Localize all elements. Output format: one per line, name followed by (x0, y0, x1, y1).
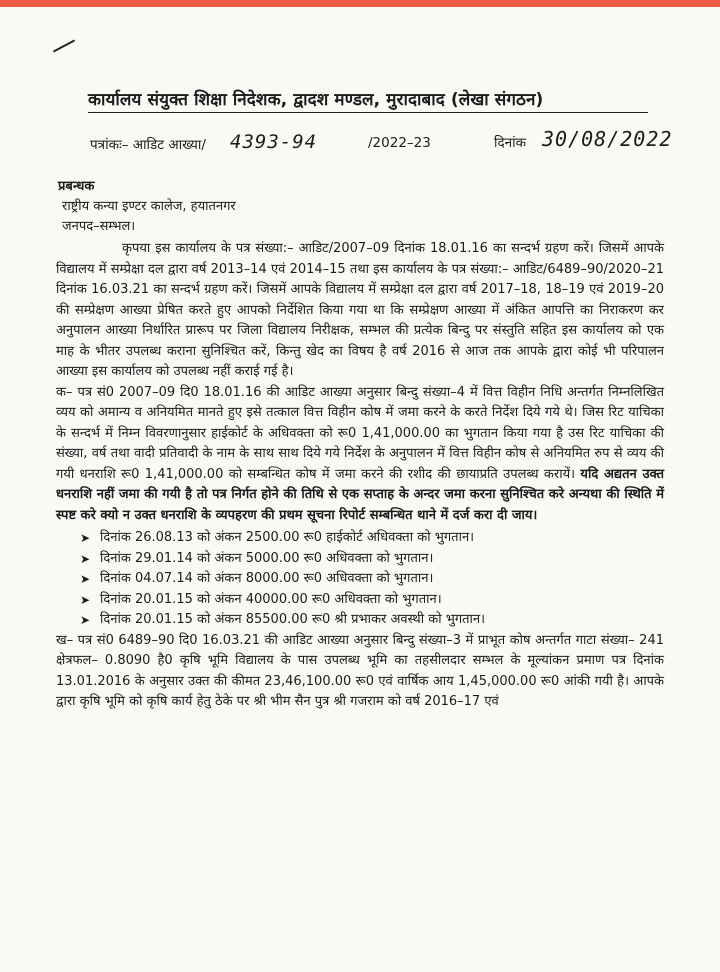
paragraph-ka-text: क– पत्र सं0 2007–09 दि0 18.01.16 की आडिट आख्या अनुसार बिन्दु संख्या–4 में वित्त विहीन निधि अन्तर्गत निम्नलिखित व्यय को अमान्य व अनियमित मानते हुए इसे तत्काल वित्त विहीन कोष में जमा करने के करते निर्देश दिये गये थे। जिस रिट याचिका के सन्दर्भ में निम्न विवरणानुसार हाईकोर्ट के अधिवक्ता को रू0 1,41,000.00 का भुगतान किया गया है उस रिट याचिका की संख्या, वर्ष तथा वादी प्रतिवादी के नाम के साथ साथ दिये गये निर्देश के अनुपालन में वित्त विहीन कोष से अनियमित रुप से व्यय की गयी धनराशि रू0 1,41,000.00 को सम्बन्धित कोष में जमा करने की रशीद की छायाप्रति उपलब्ध करायें। (56, 384, 664, 482)
list-item: ➤ दिनांक 20.01.15 को अंकन 85500.00 रू0 श्री प्रभाकर अवस्थी को भुगतान। (56, 610, 664, 631)
ref-label: पत्रांकः– आडिट आख्या/ (90, 137, 206, 153)
pen-mark (53, 39, 75, 52)
payment-list (56, 528, 664, 631)
office-heading: कार्यालय संयुक्त शिक्षा निदेशक, द्वादश मण्डल, मुरादाबाद (लेखा संगठन) (88, 87, 648, 113)
arrow-icon: ➤ (80, 531, 91, 545)
list-item: ➤ दिनांक 29.01.14 को अंकन 5000.00 रू0 अधिवक्ता को भुगतान। (56, 549, 664, 570)
ref-year: /2022–23 (368, 135, 431, 151)
paragraph-kha: ख– पत्र सं0 6489–90 दि0 16.03.21 की आडिट आख्या अनुसार बिन्दु संख्या–3 में प्राभूत कोष अन्तर्गत गाटा संख्या– 241 क्षेत्रफल– 0.8090 है0 कृषि भूमि विद्यालय के पास उपलब्ध भूमि का तहसीलदार सम्भल के मूल्यांकन प्रमाण पत्र दिनांक 13.01.2016 के अनुसार उक्त की कीमत 23,46,100.00 रू0 एवं वार्षिक आय 1,45,000.00 रू0 आंकी गयी है। आपके द्वारा कृषि भूमि को कृषि कार्य हेतु ठेके पर श्री भीम सैन पुत्र श्री गजराम को वर्ष 2016–17 एवं (56, 632, 664, 709)
address-line-1: प्रबन्धक (58, 179, 95, 194)
arrow-icon: ➤ (80, 572, 91, 586)
ref-date: 30/08/2022 (542, 127, 673, 151)
ref-number: 4393-94 (230, 131, 318, 153)
paragraph-ka (56, 383, 664, 527)
address-line-3: जनपद–सम्भल। (62, 219, 136, 234)
arrow-icon: ➤ (80, 551, 91, 566)
letter-body (56, 239, 664, 713)
list-item: ➤ दिनांक 26.08.13 को अंकन 2500.00 रू0 हाईकोर्ट अधिवक्ता को भुगतान। (56, 528, 664, 549)
list-item: ➤ दिनांक 20.01.15 को अंकन 40000.00 रू0 अधिवक्ता को भुगतान। (56, 590, 664, 611)
document-page (0, 7, 720, 972)
arrow-icon: ➤ (80, 592, 91, 607)
arrow-icon: ➤ (80, 613, 91, 627)
address-line-2: राष्ट्रीय कन्या इण्टर कालेज, हयातनगर (62, 199, 236, 214)
paragraph-reference: कृपया इस कार्यालय के पत्र संख्या:– आडिट/2007–09 दिनांक 18.01.16 का सन्दर्भ ग्रहण करें। जिसमें आपके विद्यालय में सम्प्रेक्षा दल द्वारा वर्ष 2013–14 एवं 2014–15 तथा इस कार्यालय के पत्र संख्या:– आडिट/6489–90/2020–21 दिनांक 16.03.21 का सन्दर्भ ग्रहण करें। जिसमें आपके विद्यालय में सम्प्रेक्षा दल द्वारा वर्ष 2017–18, 18–19 एवं 2019–20 की सम्प्रेक्षण आख्या प्रेषित करते हुए आपको निर्देशित किया गया था कि सम्प्रेक्षण आख्या में अंकित आपत्ति का निराकरण कर अनुपालन आख्या निर्धारित प्रारूप पर जिला विद्यालय निरीक्षक, सम्भल की प्रत्येक बिन्दु पर संस्तुति सहित इस कार्यालय को एक माह के भीतर उपलब्ध कराना सुनिश्चित करें, किन्तु खेद का विषय है वर्ष 2016 से आज तक आपके द्वारा कोई भी परिपालन आख्या इस कार्यालय को उपलब्ध नहीं कराई गई है। (56, 241, 664, 379)
paragraph-ka-warning: यदि अद्यतन उक्त धनराशि नहीं जमा की गयी है तो पत्र निर्गत होने की तिथि से एक सप्ताह के अन्दर जमा करना सुनिश्चित करे अन्यथा की स्थिति में स्पष्ट करे क्यो न उक्त धनराशि के व्यपहरण की प्रथम सूचना रिपोर्ट सम्बन्धित थाने में दर्ज करा दी जाय। (56, 466, 664, 523)
date-label: दिनांक (494, 135, 527, 151)
recipient-address (58, 177, 236, 237)
top-color-bar (0, 0, 720, 7)
reference-line (90, 127, 673, 161)
list-item: ➤ दिनांक 04.07.14 को अंकन 8000.00 रू0 अधिवक्ता को भुगतान। (56, 569, 664, 590)
